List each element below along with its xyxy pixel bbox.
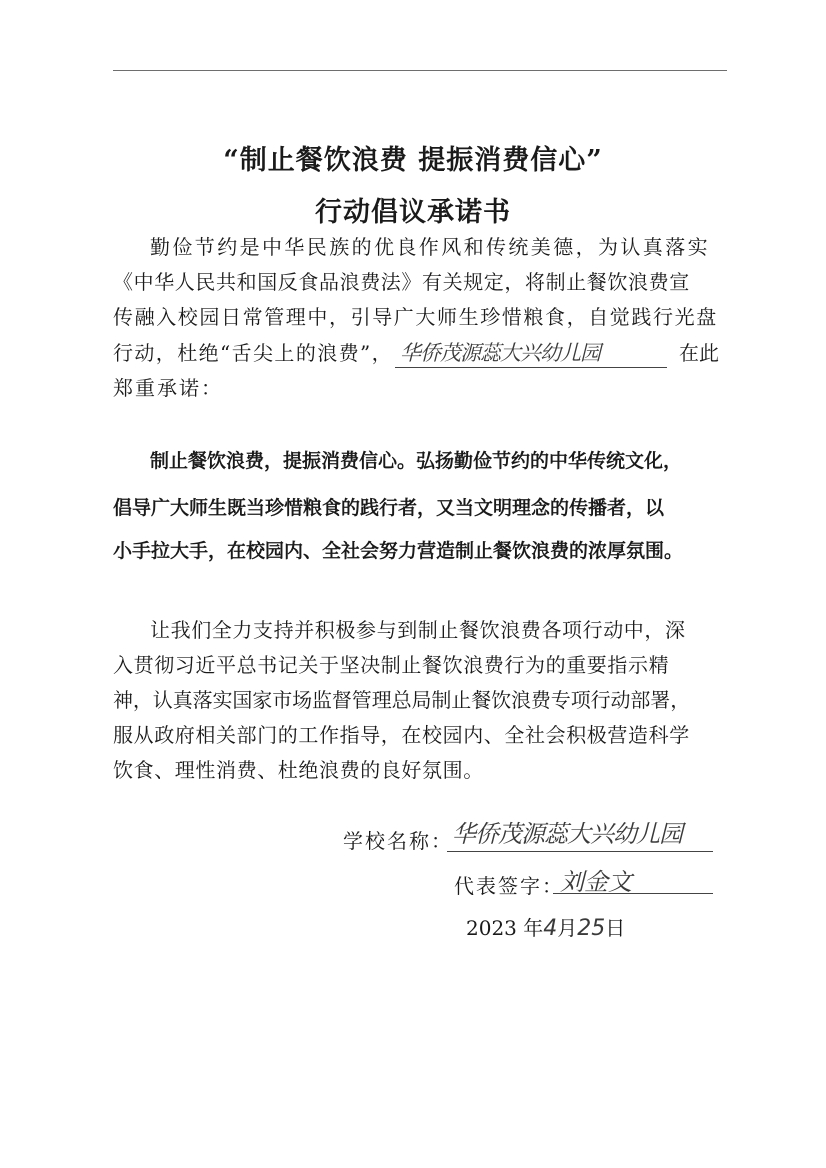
- document-subtitle: 行动倡议承诺书: [315, 197, 511, 228]
- commitment-line: 小手拉大手，在校园内、全社会努力营造制止餐饮浪费的浓厚氛围。: [113, 540, 684, 562]
- date-month: 4: [543, 916, 558, 941]
- call-line: 让我们全力支持并积极参与到制止餐饮浪费各项行动中，深: [150, 618, 686, 642]
- handwritten-school-signature: 华侨茂源蕊大兴幼儿园: [452, 820, 682, 848]
- handwritten-school-name: 华侨茂源蕊大兴幼儿园: [400, 341, 600, 365]
- handwritten-representative-signature: 刘金文: [560, 868, 632, 896]
- document-title: “制止餐饮浪费 提振消费信心”: [223, 145, 603, 176]
- call-line: 饮食、理性消费、杜绝浪费的良好氛围。: [113, 758, 484, 782]
- fill-in-line: [395, 367, 667, 368]
- sign-date: [466, 912, 625, 941]
- intro-line: 勤俭节约是中华民族的优良作风和传统美德，为认真落实: [150, 235, 710, 259]
- call-line: 神，认真落实国家市场监督管理总局制止餐饮浪费专项行动部署，: [113, 688, 691, 712]
- date-day-char: 日: [605, 916, 626, 940]
- school-sign-line: [447, 851, 713, 852]
- commitment-line: 制止餐饮浪费，提振消费信心。弘扬勤俭节约的中华传统文化，: [150, 450, 683, 472]
- intro-line: 《中华人民共和国反食品浪费法》有关规定，将制止餐饮浪费宣: [113, 270, 690, 294]
- call-line: 入贯彻习近平总书记关于坚决制止餐饮浪费行为的重要指示精: [113, 653, 670, 677]
- date-month-char: 月: [557, 916, 578, 940]
- representative-sign-line: [553, 893, 713, 894]
- date-year: 2023: [466, 916, 517, 940]
- school-name-label: 学校名称：: [343, 829, 453, 853]
- call-line: 服从政府相关部门的工作指导，在校园内、全社会积极营造科学: [113, 723, 690, 747]
- date-year-char: 年: [523, 916, 544, 940]
- representative-label: 代表签字：: [454, 874, 564, 898]
- intro-line: 郑重承诺：: [113, 376, 223, 400]
- intro-line-tail: 在此: [679, 341, 719, 365]
- intro-line: 行动，杜绝“舌尖上的浪费”，: [113, 341, 394, 365]
- header-rule: [113, 70, 727, 71]
- commitment-line: 倡导广大师生既当珍惜粮食的践行者，又当文明理念的传播者，以: [113, 497, 665, 519]
- date-day: 25: [577, 916, 606, 941]
- intro-line: 传融入校园日常管理中，引导广大师生珍惜粮食，自觉践行光盘: [113, 305, 718, 329]
